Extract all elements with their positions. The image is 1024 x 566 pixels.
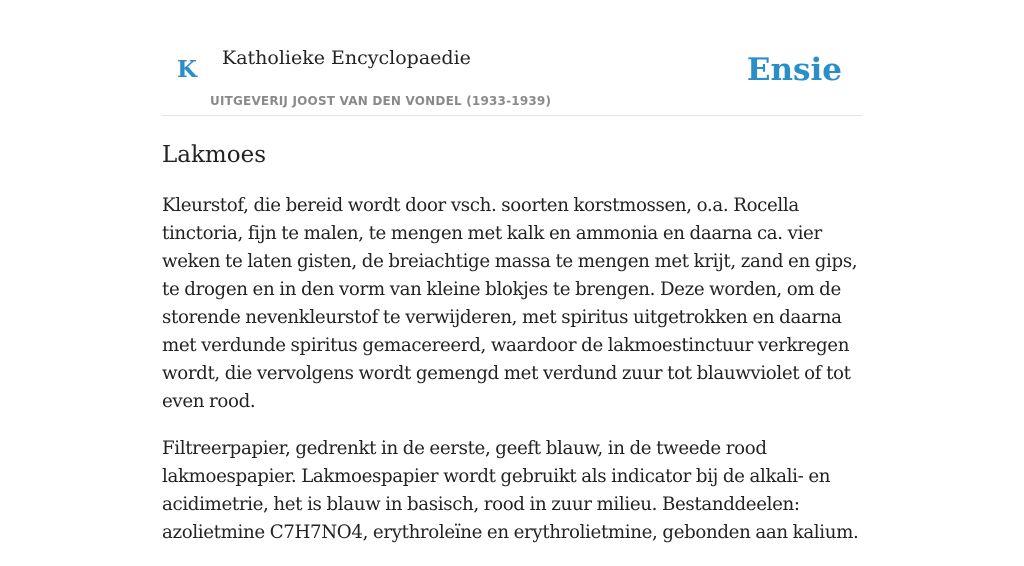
article-body [162,192,864,566]
article-paragraph: Filtreerpapier, gedrenkt in de eerste, geeft blauw, in de tweede rood lakmoespapier. Lakmoespapier wordt gebruikt als indicator bij de alkali- en acidimetrie, het is blauw in basisch, rood in zuur milieu. Bestanddeelen: azolietmine C7H7NO4, erythroleïne en erythrolietmine, gebonden aan kalium. [162,438,859,543]
site-header [162,0,862,116]
encyclopedia-logo-icon[interactable]: K [177,56,197,83]
article-paragraph: Kleurstof, die bereid wordt door vsch. soorten korstmossen, o.a. Rocella tinctoria, fijn te malen, te mengen met kalk en ammonia en daarna ca. vier weken te laten gisten, de breiachtige massa te mengen met krijt, zand en gips, te drogen en in den vorm van kleine blokjes te brengen. Deze worden, om de storende nevenkleurstof te verwijderen, met spiritus uitgetrokken en daarna met verdunde spiritus gemacereerd, waardoor de lakmoestinctuur verkregen wordt, die vervolgens wordt gemengd met verdund zuur tot blauwviolet of tot even rood. [162,195,858,412]
publisher-label: UITGEVERIJ JOOST VAN DEN VONDEL (1933-1939) [210,94,552,108]
encyclopedia-title-link[interactable]: Katholieke Encyclopaedie [222,47,471,69]
article-title: Lakmoes [162,142,266,168]
ensie-brand-link[interactable]: Ensie [746,52,842,88]
